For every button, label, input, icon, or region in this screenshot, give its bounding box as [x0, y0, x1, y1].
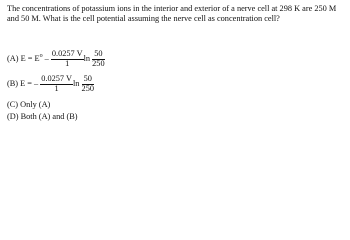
- option-b-coefficient-numerator: 0.0257 V: [41, 74, 72, 83]
- option-b-ln: ln: [73, 79, 80, 88]
- option-b: [7, 75, 94, 93]
- question-text: The concentrations of potassium ions in the interior and exterior of a nerve cell at 298 K are 250 M and 50 M. What is the cell potential assuming the nerve cell as concentration cell?: [7, 4, 337, 24]
- option-a-argument-numerator: 50: [92, 50, 104, 60]
- option-b-lhs: E = –: [20, 78, 39, 88]
- option-a-coefficient-denominator: 1: [65, 58, 70, 68]
- option-d: (D) Both (A) and (B): [7, 112, 78, 121]
- option-a-label: (A): [7, 53, 19, 63]
- standard-state-superscript: o: [39, 52, 43, 59]
- option-b-label: (B): [7, 78, 19, 88]
- option-b-argument-fraction: [82, 75, 94, 93]
- option-a-coefficient-numerator: 0.0257 V: [51, 49, 83, 58]
- option-b-coefficient-fraction: [40, 75, 73, 93]
- option-a-minus: –: [42, 53, 51, 63]
- option-b-coefficient-denominator: 1: [54, 83, 59, 93]
- option-c: (C) Only (A): [7, 100, 51, 109]
- option-a-lhs: E = E: [20, 53, 40, 63]
- option-b-argument-numerator: 50: [82, 75, 94, 85]
- option-a-ln: ln: [83, 54, 91, 63]
- option-a-coefficient-fraction: [51, 50, 84, 68]
- option-b-argument-denominator: 250: [81, 83, 94, 93]
- option-a-argument-denominator: 250: [92, 58, 105, 68]
- option-a-argument-fraction: [92, 50, 104, 68]
- option-a: [7, 50, 105, 68]
